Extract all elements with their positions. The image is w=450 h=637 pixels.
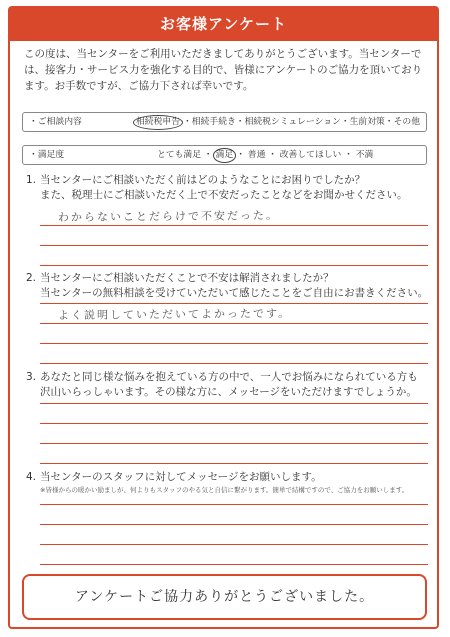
answer-line xyxy=(40,463,428,464)
question-2 xyxy=(26,271,430,301)
answer-line xyxy=(40,544,428,545)
consult-type-other-options[interactable]: ・相続手続き・相続税シミュレーション・生前対策・その他 xyxy=(183,117,420,127)
question-1 xyxy=(26,173,430,203)
satisfaction-options xyxy=(157,146,373,164)
question-2-number: 2. xyxy=(26,272,37,284)
answer-line xyxy=(40,343,428,344)
question-2-line1: 当センターにご相談いただくことで不安は解消されましたか？ xyxy=(40,272,334,284)
question-3-line2: 沢山いらっしゃいます。その様な方に、メッセージをいただけますでしょうか。 xyxy=(40,386,417,398)
answer-line xyxy=(40,403,428,404)
question-4-number: 4. xyxy=(26,471,37,483)
question-1-answer[interactable]: わからないことだらけで不安だった。 xyxy=(57,209,280,224)
answer-line xyxy=(40,524,428,525)
satisfaction-row xyxy=(22,145,427,165)
consult-type-row xyxy=(22,112,427,132)
question-4-note: ※皆様からの暖かい励ましが、何よりもスタッフのやる気と自信に繋がります。簡単で結構ですので、ご協力をお願いします。 xyxy=(40,486,409,494)
question-4 xyxy=(26,470,430,496)
survey-sheet xyxy=(8,6,439,629)
answer-line xyxy=(40,245,428,246)
consult-type-label: ・ご相談内容 xyxy=(29,117,82,127)
answer-line xyxy=(40,265,428,266)
answer-line xyxy=(40,564,428,565)
question-3-number: 3. xyxy=(26,371,37,383)
question-3 xyxy=(26,370,430,400)
satisfaction-very-satisfied[interactable]: とても満足 ・ xyxy=(157,150,213,160)
satisfaction-other-options[interactable]: ・ 普通 ・ 改善してほしい ・ 不満 xyxy=(236,150,374,160)
question-2-answer[interactable]: よく説明していただいてよかったです。 xyxy=(57,306,292,323)
satisfaction-label: ・満足度 xyxy=(29,150,65,160)
answer-line xyxy=(40,225,428,226)
question-1-line2: また、税理士にご相談いただく上で不安だったことなどをお聞かせください。 xyxy=(40,189,408,201)
question-1-number: 1. xyxy=(26,174,37,186)
thanks-message: アンケートご協力ありがとうございました。 xyxy=(22,574,427,620)
consult-type-selected[interactable]: 相続税申告 xyxy=(133,115,183,130)
answer-line xyxy=(40,303,428,304)
question-4-line1: 当センターのスタッフに対してメッセージをお願いします。 xyxy=(40,471,322,483)
answer-line xyxy=(40,323,428,324)
answer-line xyxy=(40,363,428,364)
question-2-line2: 当センターの無料相談を受けていただいて感じたことをご自由にお書きください。 xyxy=(40,287,429,299)
answer-line xyxy=(40,423,428,424)
satisfaction-selected[interactable]: 満足 xyxy=(213,148,237,163)
intro-text: この度は、当センターをご利用いただきましてありがとうございます。当センターでは、接客力・サービス力を強化する目的で、皆様にアンケートのご協力を頂いております。お手数ですが、ご協力下されば幸いです。 xyxy=(24,48,423,92)
consult-type-options xyxy=(133,113,420,131)
answer-line xyxy=(40,443,428,444)
survey-title: お客様アンケート xyxy=(10,8,437,41)
question-3-line1: あなたと同じ様な悩みを抱えている方の中で、一人でお悩みになられている方も xyxy=(40,371,418,383)
question-1-line1: 当センターにご相談いただく前はどのようなことにお困りでしたか？ xyxy=(40,174,366,186)
answer-line xyxy=(40,504,428,505)
